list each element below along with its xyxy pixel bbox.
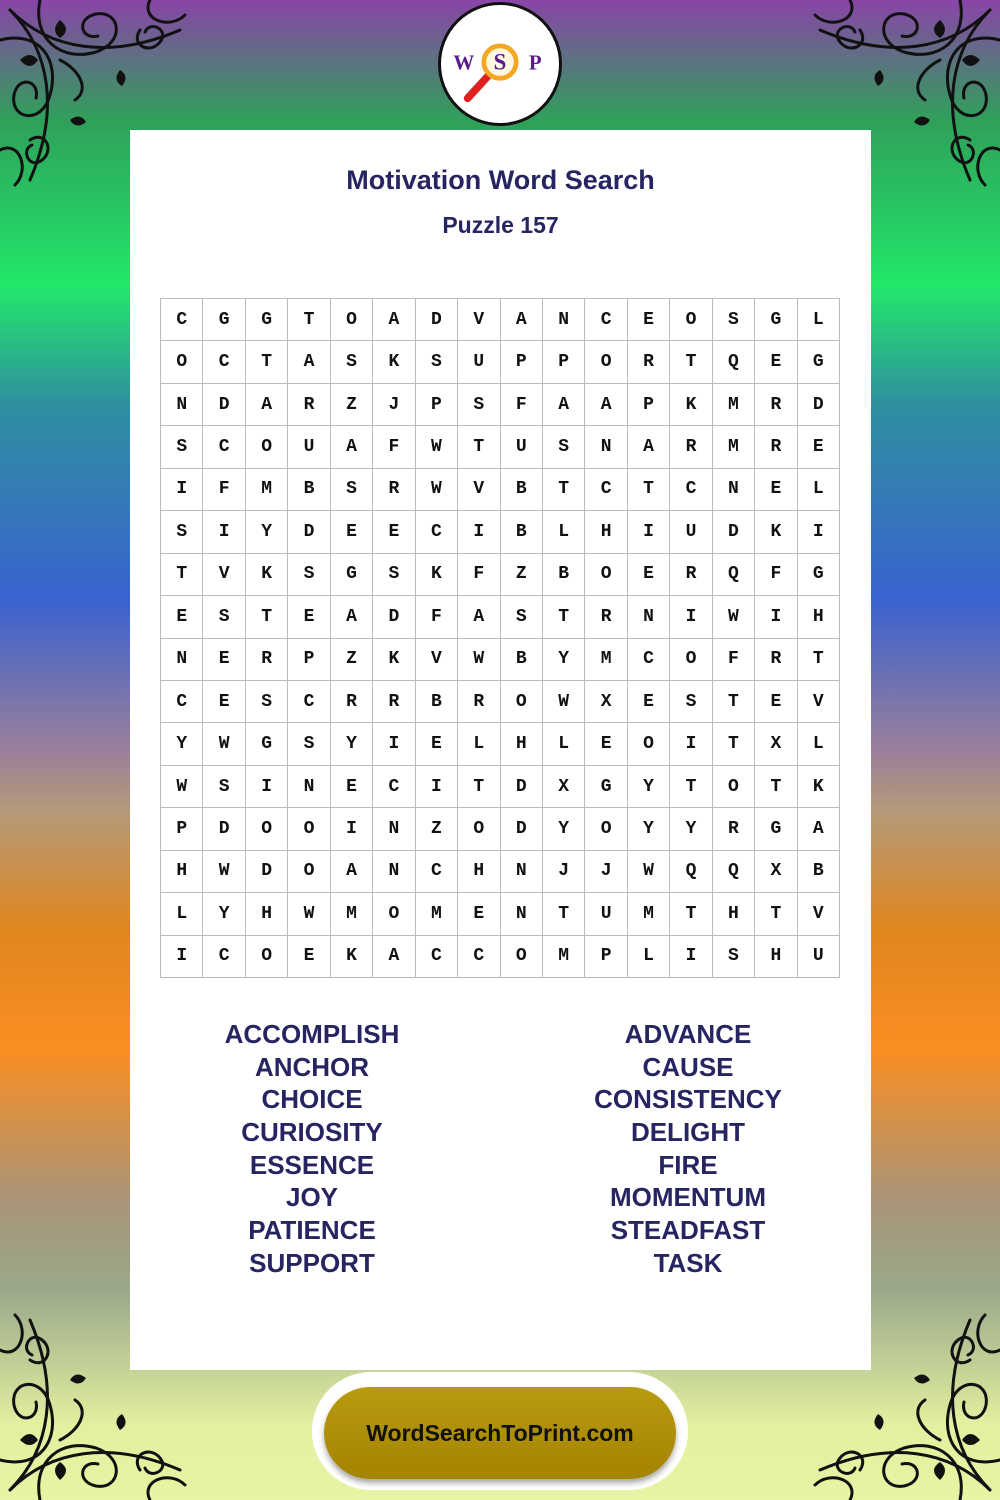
grid-cell[interactable]: I <box>246 766 288 808</box>
grid-cell[interactable]: S <box>501 596 543 638</box>
grid-cell[interactable]: I <box>670 596 712 638</box>
grid-cell[interactable]: O <box>288 851 330 893</box>
grid-cell[interactable]: T <box>670 341 712 383</box>
grid-cell[interactable]: E <box>331 766 373 808</box>
grid-cell[interactable]: I <box>373 723 415 765</box>
grid-cell[interactable]: R <box>670 554 712 596</box>
grid-cell[interactable]: T <box>458 426 500 468</box>
word-list-right-column <box>528 1018 848 1280</box>
grid-cell[interactable]: G <box>755 299 797 341</box>
grid-cell[interactable]: B <box>798 851 840 893</box>
grid-cell[interactable]: T <box>713 681 755 723</box>
grid-cell[interactable]: M <box>543 936 585 978</box>
grid-cell[interactable]: S <box>713 299 755 341</box>
grid-cell[interactable]: C <box>670 469 712 511</box>
grid-cell[interactable]: H <box>501 723 543 765</box>
grid-cell[interactable]: L <box>798 723 840 765</box>
grid-cell[interactable]: Z <box>331 639 373 681</box>
grid-cell[interactable]: W <box>416 469 458 511</box>
grid-cell[interactable]: O <box>458 808 500 850</box>
grid-cell[interactable]: A <box>288 341 330 383</box>
grid-cell[interactable]: W <box>416 426 458 468</box>
grid-cell[interactable]: I <box>416 766 458 808</box>
grid-cell[interactable]: V <box>798 681 840 723</box>
grid-cell[interactable]: V <box>458 299 500 341</box>
grid-cell[interactable]: U <box>501 426 543 468</box>
grid-cell[interactable]: A <box>585 384 627 426</box>
grid-cell[interactable]: E <box>416 723 458 765</box>
grid-cell[interactable]: H <box>458 851 500 893</box>
grid-cell[interactable]: X <box>543 766 585 808</box>
grid-cell[interactable]: L <box>543 511 585 553</box>
grid-cell[interactable]: E <box>373 511 415 553</box>
grid-cell[interactable]: I <box>161 469 203 511</box>
grid-cell[interactable]: N <box>543 299 585 341</box>
grid-cell[interactable]: N <box>161 639 203 681</box>
grid-cell[interactable]: B <box>288 469 330 511</box>
grid-cell[interactable]: Y <box>246 511 288 553</box>
grid-cell[interactable]: S <box>246 681 288 723</box>
grid-cell[interactable]: N <box>713 469 755 511</box>
grid-cell[interactable]: Y <box>543 808 585 850</box>
letter-grid[interactable] <box>160 298 840 978</box>
grid-cell[interactable]: W <box>458 639 500 681</box>
grid-cell[interactable]: O <box>585 341 627 383</box>
grid-cell[interactable]: E <box>585 723 627 765</box>
grid-cell[interactable]: E <box>288 596 330 638</box>
grid-cell[interactable]: P <box>416 384 458 426</box>
grid-cell[interactable]: L <box>458 723 500 765</box>
grid-cell[interactable]: C <box>203 341 245 383</box>
grid-cell[interactable]: I <box>331 808 373 850</box>
grid-cell[interactable]: Y <box>331 723 373 765</box>
puzzle-number: Puzzle 157 <box>442 212 559 238</box>
grid-cell[interactable]: P <box>501 341 543 383</box>
grid-cell[interactable]: E <box>755 341 797 383</box>
grid-cell[interactable]: M <box>585 639 627 681</box>
grid-cell[interactable]: S <box>416 341 458 383</box>
grid-cell[interactable]: H <box>798 596 840 638</box>
grid-cell[interactable]: A <box>331 851 373 893</box>
grid-cell[interactable]: T <box>755 766 797 808</box>
grid-cell[interactable]: Y <box>161 723 203 765</box>
grid-cell[interactable]: E <box>331 511 373 553</box>
grid-cell[interactable]: P <box>628 384 670 426</box>
grid-cell[interactable]: T <box>288 299 330 341</box>
grid-cell[interactable]: I <box>458 511 500 553</box>
grid-cell[interactable]: M <box>246 469 288 511</box>
grid-cell[interactable]: C <box>416 851 458 893</box>
grid-cell[interactable]: I <box>755 596 797 638</box>
grid-cell[interactable]: D <box>203 384 245 426</box>
grid-cell[interactable]: C <box>161 681 203 723</box>
grid-cell[interactable]: J <box>543 851 585 893</box>
grid-cell[interactable]: C <box>416 936 458 978</box>
grid-cell[interactable]: I <box>161 936 203 978</box>
grid-cell[interactable]: R <box>755 384 797 426</box>
grid-cell[interactable]: D <box>713 511 755 553</box>
grid-cell[interactable]: C <box>203 426 245 468</box>
grid-cell[interactable]: E <box>755 681 797 723</box>
grid-cell[interactable]: O <box>501 681 543 723</box>
grid-cell[interactable]: W <box>543 681 585 723</box>
grid-cell[interactable]: O <box>501 936 543 978</box>
grid-cell[interactable]: T <box>543 596 585 638</box>
grid-cell[interactable]: F <box>458 554 500 596</box>
grid-cell[interactable]: O <box>670 299 712 341</box>
grid-cell[interactable]: T <box>798 639 840 681</box>
grid-cell[interactable]: D <box>501 766 543 808</box>
grid-cell[interactable]: S <box>203 766 245 808</box>
word-list-item: MOMENTUM <box>610 1182 766 1213</box>
grid-cell[interactable]: N <box>501 851 543 893</box>
grid-cell[interactable]: S <box>458 384 500 426</box>
grid-cell[interactable]: E <box>798 426 840 468</box>
grid-cell[interactable]: X <box>585 681 627 723</box>
grid-cell[interactable]: O <box>246 936 288 978</box>
grid-cell[interactable]: L <box>543 723 585 765</box>
grid-cell[interactable]: X <box>755 723 797 765</box>
grid-cell[interactable]: P <box>543 341 585 383</box>
grid-cell[interactable]: K <box>416 554 458 596</box>
grid-cell[interactable]: U <box>798 936 840 978</box>
grid-cell[interactable]: W <box>628 851 670 893</box>
grid-cell[interactable]: D <box>203 808 245 850</box>
logo-letter-w: W <box>453 50 475 75</box>
word-list-item: FIRE <box>658 1149 718 1180</box>
grid-cell[interactable]: L <box>161 893 203 935</box>
grid-cell[interactable]: R <box>331 681 373 723</box>
grid-cell[interactable]: Y <box>203 893 245 935</box>
grid-cell[interactable]: I <box>628 511 670 553</box>
grid-cell[interactable]: H <box>246 893 288 935</box>
grid-cell[interactable]: N <box>585 426 627 468</box>
grid-cell[interactable]: K <box>755 511 797 553</box>
grid-cell[interactable]: X <box>755 851 797 893</box>
grid-cell[interactable]: I <box>203 511 245 553</box>
grid-cell[interactable]: B <box>501 639 543 681</box>
grid-cell[interactable]: T <box>543 893 585 935</box>
word-list-item: STEADFAST <box>610 1215 766 1246</box>
grid-cell[interactable]: Z <box>501 554 543 596</box>
grid-cell[interactable]: R <box>628 341 670 383</box>
grid-cell[interactable]: T <box>670 893 712 935</box>
grid-cell[interactable]: B <box>501 511 543 553</box>
grid-cell[interactable]: Z <box>416 808 458 850</box>
grid-cell[interactable]: S <box>331 469 373 511</box>
grid-cell[interactable]: V <box>416 639 458 681</box>
page-title: Motivation Word Search <box>346 165 655 195</box>
grid-cell[interactable]: C <box>373 766 415 808</box>
grid-cell[interactable]: R <box>755 426 797 468</box>
grid-cell[interactable]: R <box>755 639 797 681</box>
grid-cell[interactable]: P <box>585 936 627 978</box>
grid-cell[interactable]: H <box>585 511 627 553</box>
grid-cell[interactable]: M <box>628 893 670 935</box>
grid-cell[interactable]: T <box>713 723 755 765</box>
word-list-item: PATIENCE <box>248 1215 376 1246</box>
grid-cell[interactable]: R <box>373 469 415 511</box>
grid-cell[interactable]: F <box>501 384 543 426</box>
grid-cell[interactable]: E <box>161 596 203 638</box>
grid-cell[interactable]: T <box>161 554 203 596</box>
grid-cell[interactable]: F <box>203 469 245 511</box>
grid-cell[interactable]: N <box>288 766 330 808</box>
word-list-item: DELIGHT <box>630 1117 746 1148</box>
grid-cell[interactable]: S <box>288 723 330 765</box>
grid-cell[interactable]: O <box>331 299 373 341</box>
word-list-item: TASK <box>653 1247 723 1278</box>
grid-cell[interactable]: P <box>288 639 330 681</box>
logo-letter-s: S <box>493 49 507 75</box>
grid-cell[interactable]: U <box>670 511 712 553</box>
grid-cell[interactable]: A <box>628 426 670 468</box>
grid-cell[interactable]: G <box>798 554 840 596</box>
grid-cell[interactable]: S <box>288 554 330 596</box>
grid-cell[interactable]: G <box>246 299 288 341</box>
grid-cell[interactable]: O <box>628 723 670 765</box>
grid-cell[interactable]: G <box>246 723 288 765</box>
grid-cell[interactable]: Y <box>628 808 670 850</box>
word-list-item: ACCOMPLISH <box>224 1019 400 1049</box>
grid-cell[interactable]: G <box>755 808 797 850</box>
grid-cell[interactable]: E <box>628 681 670 723</box>
grid-cell[interactable]: H <box>713 893 755 935</box>
grid-cell[interactable]: T <box>670 766 712 808</box>
grid-cell[interactable]: U <box>585 893 627 935</box>
grid-cell[interactable]: W <box>203 723 245 765</box>
grid-cell[interactable]: T <box>458 766 500 808</box>
grid-cell[interactable]: T <box>246 596 288 638</box>
grid-cell[interactable]: D <box>798 384 840 426</box>
grid-cell[interactable]: K <box>670 384 712 426</box>
grid-cell[interactable]: S <box>373 554 415 596</box>
grid-cell[interactable]: G <box>585 766 627 808</box>
grid-cell[interactable]: S <box>161 511 203 553</box>
grid-cell[interactable]: I <box>798 511 840 553</box>
grid-cell[interactable]: S <box>543 426 585 468</box>
grid-cell[interactable]: C <box>288 681 330 723</box>
grid-cell[interactable]: F <box>416 596 458 638</box>
grid-cell[interactable]: G <box>331 554 373 596</box>
word-list-item: CAUSE <box>642 1051 734 1082</box>
word-list-item: JOY <box>285 1182 339 1213</box>
grid-cell[interactable]: K <box>331 936 373 978</box>
grid-cell[interactable]: Y <box>628 766 670 808</box>
site-link-button[interactable] <box>324 1387 676 1479</box>
grid-cell[interactable]: V <box>203 554 245 596</box>
grid-cell[interactable]: B <box>543 554 585 596</box>
grid-cell[interactable]: T <box>246 341 288 383</box>
word-list-item: ADVANCE <box>624 1019 752 1049</box>
grid-cell[interactable]: S <box>161 426 203 468</box>
grid-cell[interactable]: O <box>161 341 203 383</box>
logo-letter-p: P <box>528 50 542 75</box>
grid-cell[interactable]: I <box>670 936 712 978</box>
grid-cell[interactable]: T <box>628 469 670 511</box>
grid-cell[interactable]: G <box>203 299 245 341</box>
grid-cell[interactable]: M <box>713 426 755 468</box>
grid-cell[interactable]: H <box>755 936 797 978</box>
grid-cell[interactable]: R <box>713 808 755 850</box>
grid-cell[interactable]: R <box>288 384 330 426</box>
grid-cell[interactable]: C <box>203 936 245 978</box>
grid-cell[interactable]: D <box>373 596 415 638</box>
grid-cell[interactable]: R <box>458 681 500 723</box>
grid-cell[interactable]: S <box>203 596 245 638</box>
wsp-logo[interactable] <box>438 2 562 126</box>
grid-cell[interactable]: C <box>585 469 627 511</box>
grid-cell[interactable]: H <box>161 851 203 893</box>
grid-cell[interactable]: A <box>246 384 288 426</box>
puzzle-card <box>130 130 871 1370</box>
grid-cell[interactable]: I <box>670 723 712 765</box>
grid-cell[interactable]: A <box>543 384 585 426</box>
grid-cell[interactable]: W <box>161 766 203 808</box>
grid-cell[interactable]: N <box>628 596 670 638</box>
grid-cell[interactable]: K <box>373 341 415 383</box>
grid-cell[interactable]: Y <box>543 639 585 681</box>
grid-cell[interactable]: L <box>628 936 670 978</box>
grid-cell[interactable]: A <box>373 299 415 341</box>
grid-cell[interactable]: S <box>670 681 712 723</box>
grid-cell[interactable]: U <box>458 341 500 383</box>
grid-cell[interactable]: W <box>713 596 755 638</box>
footer-badge <box>312 1372 688 1490</box>
grid-cell[interactable]: T <box>543 469 585 511</box>
magnifier-handle <box>468 75 489 98</box>
grid-cell[interactable]: N <box>501 893 543 935</box>
grid-cell[interactable]: J <box>373 384 415 426</box>
grid-cell[interactable]: A <box>331 426 373 468</box>
grid-cell[interactable]: F <box>373 426 415 468</box>
grid-cell[interactable]: E <box>628 299 670 341</box>
grid-cell[interactable]: D <box>501 808 543 850</box>
grid-cell[interactable]: K <box>246 554 288 596</box>
grid-cell[interactable]: Q <box>713 341 755 383</box>
grid-cell[interactable]: R <box>585 596 627 638</box>
grid-cell[interactable]: N <box>373 808 415 850</box>
grid-cell[interactable]: D <box>246 851 288 893</box>
grid-cell[interactable]: S <box>331 341 373 383</box>
grid-cell[interactable]: A <box>458 596 500 638</box>
grid-cell[interactable]: Y <box>670 808 712 850</box>
grid-cell[interactable]: T <box>755 893 797 935</box>
grid-cell[interactable]: M <box>331 893 373 935</box>
grid-cell[interactable]: W <box>203 851 245 893</box>
grid-cell[interactable]: E <box>458 893 500 935</box>
word-list-item: CHOICE <box>261 1084 363 1115</box>
grid-cell[interactable]: W <box>288 893 330 935</box>
grid-cell[interactable]: N <box>373 851 415 893</box>
word-list-item: ESSENCE <box>249 1149 375 1180</box>
grid-cell[interactable]: F <box>713 639 755 681</box>
grid-cell[interactable]: O <box>585 808 627 850</box>
grid-cell[interactable]: C <box>585 299 627 341</box>
grid-cell[interactable]: C <box>416 511 458 553</box>
grid-cell[interactable]: C <box>628 639 670 681</box>
grid-cell[interactable]: K <box>798 766 840 808</box>
grid-cell[interactable]: B <box>501 469 543 511</box>
word-list-item: CONSISTENCY <box>594 1084 782 1115</box>
grid-cell[interactable]: E <box>755 469 797 511</box>
grid-cell[interactable]: A <box>501 299 543 341</box>
grid-cell[interactable]: P <box>161 808 203 850</box>
grid-cell[interactable]: E <box>288 936 330 978</box>
grid-cell[interactable]: A <box>798 808 840 850</box>
grid-cell[interactable]: S <box>713 936 755 978</box>
grid-cell[interactable]: O <box>288 808 330 850</box>
grid-cell[interactable]: R <box>373 681 415 723</box>
grid-cell[interactable]: E <box>628 554 670 596</box>
grid-cell[interactable]: R <box>246 639 288 681</box>
grid-cell[interactable]: M <box>713 384 755 426</box>
grid-cell[interactable]: F <box>755 554 797 596</box>
site-url: WordSearchToPrint.com <box>366 1419 634 1446</box>
grid-cell[interactable]: O <box>670 639 712 681</box>
grid-cell[interactable]: Z <box>331 384 373 426</box>
grid-cell[interactable]: E <box>203 639 245 681</box>
grid-cell[interactable]: R <box>670 426 712 468</box>
grid-cell[interactable]: B <box>416 681 458 723</box>
word-list-left-column <box>152 1018 472 1280</box>
grid-cell[interactable]: Q <box>713 554 755 596</box>
word-list-item: ANCHOR <box>254 1051 370 1082</box>
grid-cell[interactable]: L <box>798 299 840 341</box>
word-list-item: SUPPORT <box>249 1247 375 1278</box>
grid-cell[interactable]: C <box>161 299 203 341</box>
word-list-item: CURIOSITY <box>241 1117 383 1148</box>
grid-cell[interactable]: M <box>416 893 458 935</box>
grid-cell[interactable]: O <box>246 426 288 468</box>
grid-cell[interactable]: D <box>416 299 458 341</box>
grid-cell[interactable]: O <box>585 554 627 596</box>
grid-cell[interactable]: O <box>373 893 415 935</box>
grid-cell[interactable]: L <box>798 469 840 511</box>
grid-cell[interactable]: K <box>373 639 415 681</box>
grid-cell[interactable]: V <box>458 469 500 511</box>
grid-cell[interactable]: D <box>288 511 330 553</box>
grid-cell[interactable]: A <box>331 596 373 638</box>
grid-cell[interactable]: Q <box>670 851 712 893</box>
grid-cell[interactable]: G <box>798 341 840 383</box>
grid-cell[interactable]: C <box>458 936 500 978</box>
grid-cell[interactable]: E <box>203 681 245 723</box>
grid-cell[interactable]: V <box>798 893 840 935</box>
grid-cell[interactable]: Q <box>713 851 755 893</box>
grid-cell[interactable]: U <box>288 426 330 468</box>
grid-cell[interactable]: J <box>585 851 627 893</box>
grid-cell[interactable]: O <box>713 766 755 808</box>
grid-cell[interactable]: N <box>161 384 203 426</box>
grid-cell[interactable]: A <box>373 936 415 978</box>
grid-cell[interactable]: O <box>246 808 288 850</box>
